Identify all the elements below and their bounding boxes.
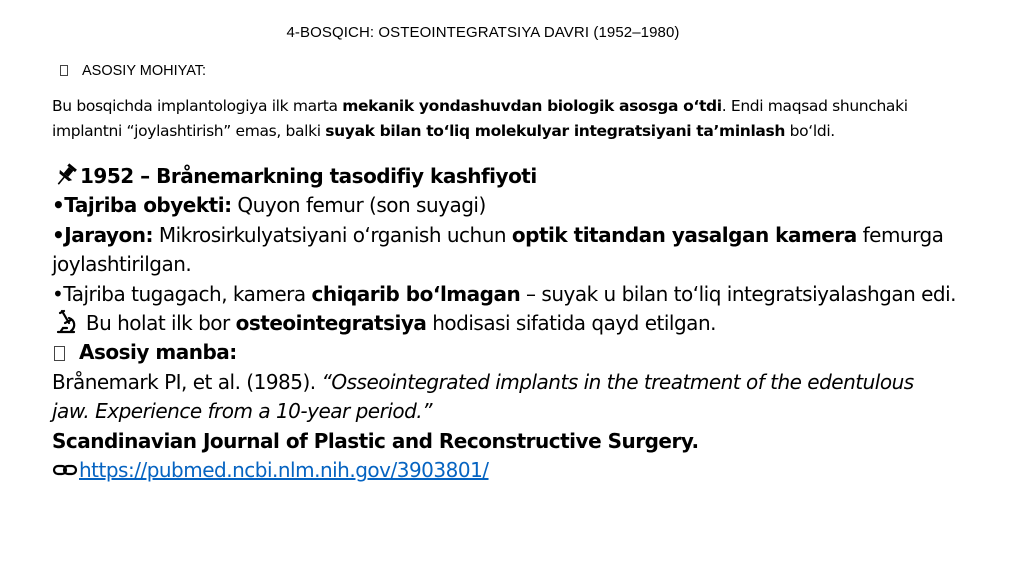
intro-line-2 xyxy=(52,119,1012,144)
intro-text: implantni “joylashtirish” emas, balki xyxy=(52,122,326,140)
bullet-text: Mikrosirkulyatsiyani o‘rganish uchun xyxy=(152,222,512,247)
link-line xyxy=(52,456,1012,485)
intro-line-1 xyxy=(52,94,1012,119)
bullet-tajriba-obyekti xyxy=(52,191,1012,220)
main-content xyxy=(52,162,1012,485)
link-icon xyxy=(52,461,79,479)
pubmed-link[interactable]: https://pubmed.ncbi.nlm.nih.gov/3903801/ xyxy=(79,458,489,483)
note-text: Bu holat ilk bor xyxy=(80,311,236,336)
bullet-text: femurga xyxy=(856,222,944,247)
bullet-tajriba-tugagach xyxy=(52,280,1012,309)
pushpin-icon xyxy=(52,163,80,187)
bullet-label: •Tajriba obyekti: xyxy=(52,193,232,218)
intro-paragraph xyxy=(52,94,1012,144)
bullet-bold: optik titandan yasalgan kamera xyxy=(511,222,857,247)
bullet-text: joylashtirilgan. xyxy=(52,252,192,277)
slide-title: 4-BOSQICH: OSTEOINTEGRATSIYA DAVRI (1952–1980) xyxy=(286,24,680,41)
intro-bold: suyak bilan to‘liq molekulyar integratsiyani ta’minlash xyxy=(325,122,786,140)
note-line xyxy=(52,309,1012,338)
section-heading-text: 1952 – Brånemarkning tasodifiy kashfiyoti xyxy=(80,164,537,188)
citation-authors: Brånemark PI, et al. (1985). xyxy=(52,369,322,394)
missing-glyph-icon xyxy=(60,65,68,76)
note-text: hodisasi sifatida qayd etilgan. xyxy=(426,311,716,336)
intro-text: Bu bosqichda implantologiya ilk marta xyxy=(52,97,343,115)
bullet-text: – suyak u bilan to‘liq integratsiyalashgan edi. xyxy=(520,281,957,306)
citation-line-1 xyxy=(52,368,1012,397)
journal-name: Scandinavian Journal of Plastic and Reconstructive Surgery. xyxy=(52,428,699,453)
intro-text: . Endi maqsad shunchaki xyxy=(721,97,908,115)
source-heading-text: Asosiy manba: xyxy=(79,340,237,365)
intro-bold: mekanik yondashuvdan biologik asosga o‘tdi xyxy=(342,97,722,115)
bullet-bold: chiqarib bo‘lmagan xyxy=(311,281,521,306)
bullet-jarayon-cont xyxy=(52,250,1012,279)
microscope-icon xyxy=(52,309,80,335)
bullet-label: •Jarayon: xyxy=(52,222,153,247)
sub-heading-text: ASOSIY MOHIYAT: xyxy=(82,63,207,79)
intro-text: bo‘ldi. xyxy=(785,122,835,140)
citation-title: “Osseointegrated implants in the treatment of the edentulous xyxy=(321,369,914,394)
citation-line-2 xyxy=(52,397,1012,426)
missing-glyph-icon xyxy=(54,346,65,361)
bullet-jarayon xyxy=(52,221,1012,250)
note-bold: osteointegratsiya xyxy=(235,311,427,336)
citation-title: jaw. Experience from a 10-year period.” xyxy=(52,399,433,424)
citation-journal xyxy=(52,427,1012,456)
bullet-text: •Tajriba tugagach, kamera xyxy=(52,281,312,306)
bullet-text: Quyon femur (son suyagi) xyxy=(231,193,486,218)
section-heading xyxy=(52,162,1012,191)
sub-heading xyxy=(60,63,206,79)
source-heading xyxy=(52,338,1012,367)
